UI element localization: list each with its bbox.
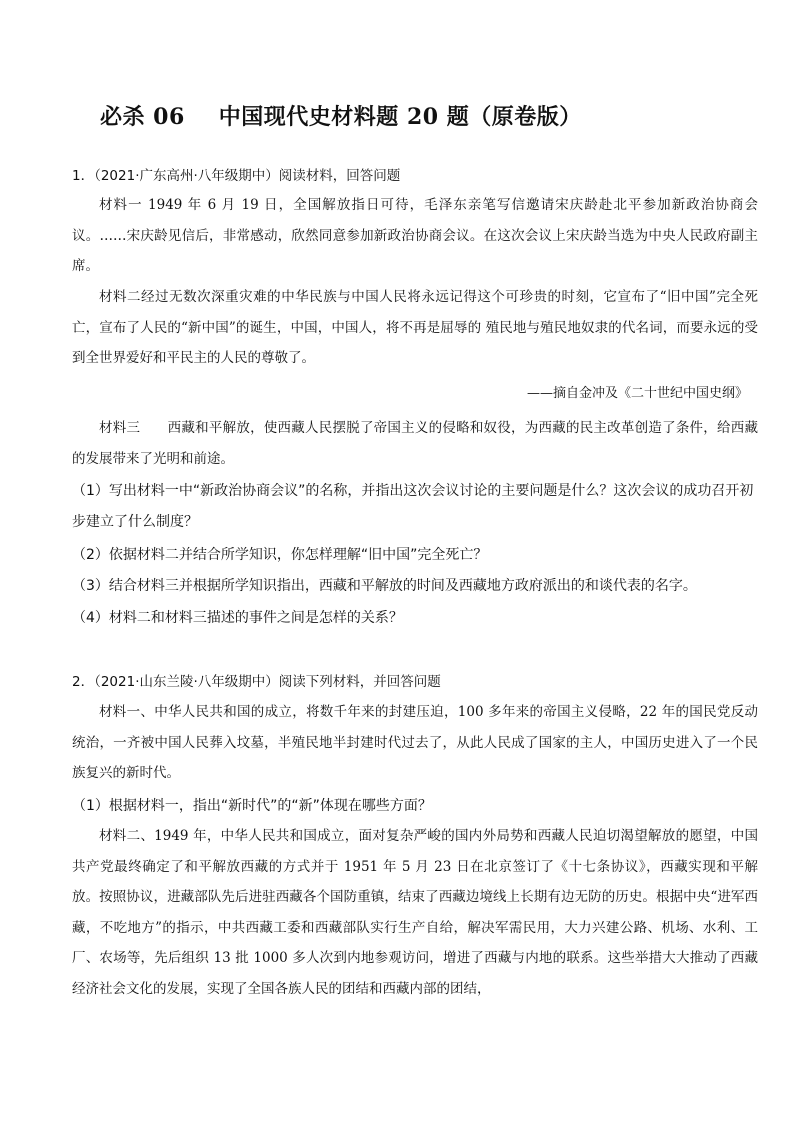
document-title — [100, 100, 700, 140]
question-1-material-2: 材料二经过无数次深重灾难的中华民族与中国人民将永远记得这个可珍贵的时刻，它宣布了“旧中国”完全死亡，宣布了人民的“新中国”的诞生，中国，中国人，将不再是屈辱的 殖民地与殖民地奴隶的代名词，而要永远的受到全世界爱好和平民主的人民的尊敬了。 — [72, 289, 758, 366]
question-2-material-1: 材料一、中华人民共和国的成立，将数千年来的封建压迫，100 多年来的帝国主义侵略，22 年的国民党反动统治，一齐被中国人民葬入坟墓，半殖民地半封建时代过去了，从此人民成了国家的主人，中国历史进入了一个民族复兴的新时代。 — [72, 704, 758, 781]
title-prefix: 必杀 06 — [100, 104, 185, 130]
question-2-sub-1: （1）根据材料一，指出“新时代”的“新”体现在哪些方面？ — [72, 798, 432, 814]
question-1-sub-3: （3）结合材料三并根据所学知识指出，西藏和平解放的时间及西藏地方政府派出的和谈代表的名字。 — [72, 578, 697, 594]
question-1-material-1: 材料一 1949 年 6 月 19 日，全国解放指日可待，毛泽东亲笔写信邀请宋庆龄赴北平参加新政治协商会议。……宋庆龄见信后，非常感动，欣然同意参加新政治协商会议。在这次会议上宋庆龄当选为中央人民政府副主席。 — [72, 197, 758, 274]
question-1-material-3: 材料三 西藏和平解放，使西藏人民摆脱了帝国主义的侵略和奴役，为西藏的民主改革创造了条件，给西藏的发展带来了光明和前途。 — [72, 420, 758, 467]
question-1-heading: 1．（2021·广东高州·八年级期中）阅读材料，回答问题 — [72, 168, 401, 184]
title-main: 中国现代史材料题 20 题（原卷版） — [218, 104, 582, 130]
question-1-sub-1: （1）写出材料一中“新政治协商会议”的名称，并指出这次会议讨论的主要问题是什么？这次会议的成功召开初步建立了什么制度？ — [72, 483, 754, 530]
question-1-material-2-source: ——摘自金冲及《二十世纪中国史纲》 — [526, 386, 748, 401]
question-1-sub-4: （4）材料二和材料三描述的事件之间是怎样的关系？ — [72, 610, 403, 626]
question-1-sub-2: （2）依据材料二并结合所学知识，你怎样理解“旧中国”完全死亡？ — [72, 547, 488, 563]
question-2-heading: 2．（2021·山东兰陵·八年级期中）阅读下列材料，并回答问题 — [72, 674, 441, 690]
question-2-material-2: 材料二、1949 年，中华人民共和国成立，面对复杂严峻的国内外局势和西藏人民迫切渴望解放的愿望，中国共产党最终确定了和平解放西藏的方式并于 1951 年 5 月 23 日在北京签订了《十七条协议》，西藏实现和平解放。按照协议，进藏部队先后进驻西藏各个国防重镇，结束了西藏边境线上长期有边无防的历史。根据中央“进军西藏，不吃地方”的指示，中共西藏工委和西藏部队实行生产自给，解决军需民用，大力兴建公路、机场、水利、工厂、农场等，先后组织 13 批 1000 多人次到内地参观访问，增进了西藏与内地的联系。这些举措大大推动了西藏经济社会文化的发展，实现了全国各族人民的团结和西藏内部的团结， — [72, 828, 758, 997]
